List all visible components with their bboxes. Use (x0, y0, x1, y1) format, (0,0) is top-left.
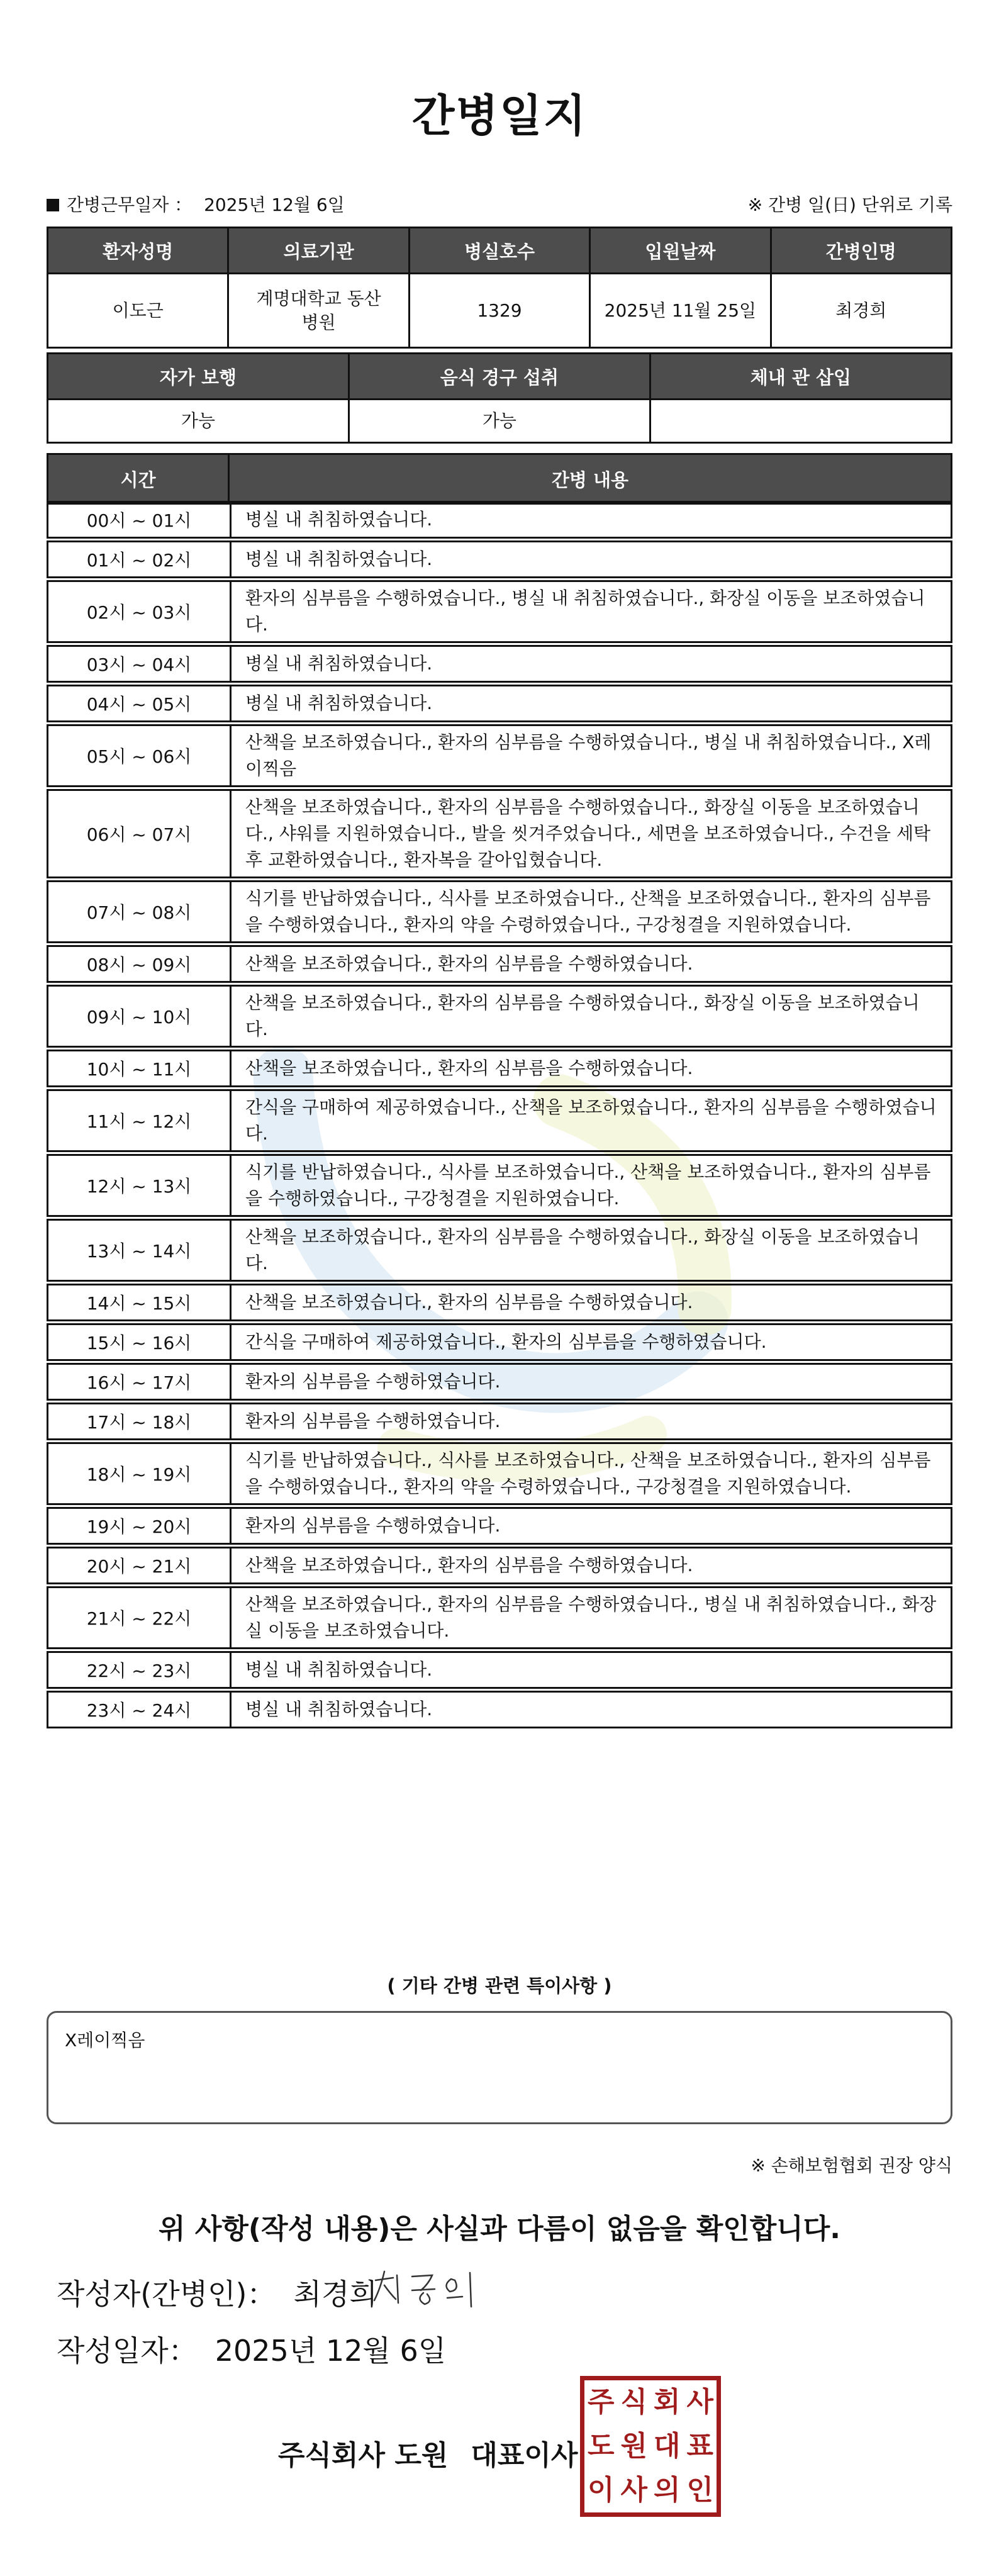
log-time: 13시 ~ 14시 (48, 1221, 232, 1280)
special-notes-box (47, 2011, 952, 2124)
walking-status: 가능 (48, 400, 349, 443)
log-time: 02시 ~ 03시 (48, 582, 232, 641)
seal-glyph: 사 (620, 2474, 647, 2506)
log-time: 07시 ~ 08시 (48, 882, 232, 941)
confirm-statement: 위 사항(작성 내용)은 사실과 다름이 없음을 확인합니다. (159, 2213, 840, 2245)
log-row (47, 1651, 952, 1689)
log-time: 08시 ~ 09시 (48, 947, 232, 981)
header-content: 간병 내용 (229, 454, 952, 504)
log-row (47, 1219, 952, 1282)
tube-status (650, 400, 951, 443)
log-row (47, 645, 952, 683)
work-date (47, 191, 345, 216)
log-content: 산책을 보조하였습니다., 환자의 심부름을 수행하였습니다. (245, 953, 693, 974)
writer-name: 최경희 (293, 2277, 377, 2311)
log-time: 22시 ~ 23시 (48, 1653, 232, 1687)
hospital: 계명대학교 동산병원 (228, 274, 409, 348)
log-time: 05시 ~ 06시 (48, 726, 232, 785)
patient-info-table (47, 227, 952, 349)
log-time: 21시 ~ 22시 (48, 1588, 232, 1647)
recommend-note: ※ 손해보험협회 권장 양식 (751, 2155, 952, 2176)
seal-glyph: 의 (653, 2474, 681, 2506)
patient-status-table (47, 352, 952, 444)
seal-glyph: 이 (587, 2474, 615, 2506)
company-name: 주식회사 도원 (278, 2439, 449, 2472)
log-content: 병실 내 취침하였습니다. (245, 549, 433, 569)
log-content: 환자의 심부름을 수행하였습니다. (245, 1411, 501, 1431)
header-tube: 체내 관 삽입 (650, 354, 951, 400)
log-time: 16시 ~ 17시 (48, 1365, 232, 1399)
record-note: ※ 간병 일(日) 단위로 기록 (747, 194, 952, 215)
log-time: 15시 ~ 16시 (48, 1325, 232, 1359)
log-content: 식기를 반납하였습니다., 식사를 보조하였습니다., 산책을 보조하였습니다., 환자의 심부름을 수행하였습니다., 환자의 약을 수령하였습니다., 구강청결을 지원하였습니다. (245, 888, 931, 935)
log-time: 09시 ~ 10시 (48, 987, 232, 1046)
log-content: 산책을 보조하였습니다., 환자의 심부름을 수행하였습니다. (245, 1058, 693, 1078)
header-room: 병실호수 (409, 228, 589, 274)
log-content: 산책을 보조하였습니다., 환자의 심부름을 수행하였습니다., 병실 내 취침하였습니다., X레이찍음 (245, 732, 932, 779)
writer-label: 작성자(간병인)： (57, 2277, 276, 2311)
log-time: 12시 ~ 13시 (48, 1156, 232, 1215)
special-notes-title: ( 기타 간병 관련 특이사항 ) (387, 1975, 612, 1996)
log-content: 산책을 보조하였습니다., 환자의 심부름을 수행하였습니다., 화장실 이동을 보조하였습니다., 샤워를 지원하였습니다., 발을 씻겨주었습니다., 세면을 보조하였습니다., 수건을 세탁 후 교환하였습니다., 환자복을 갈아입혔습니다. (245, 797, 931, 870)
log-content: 병실 내 취침하였습니다. (245, 1699, 433, 1720)
header-walking: 자가 보행 (48, 354, 349, 400)
log-content: 식기를 반납하였습니다., 식사를 보조하였습니다., 산책을 보조하였습니다., 환자의 심부름을 수행하였습니다., 환자의 약을 수령하였습니다., 구강청결을 지원하였습니다. (245, 1450, 931, 1497)
log-time: 06시 ~ 07시 (48, 791, 232, 876)
meta-row (47, 191, 952, 216)
company-seal (580, 2376, 721, 2517)
care-log (47, 501, 952, 1730)
seal-glyph: 표 (686, 2430, 713, 2462)
seal-glyph: 식 (620, 2386, 647, 2418)
oral-intake-status: 가능 (349, 400, 650, 443)
header-oral-intake: 음식 경구 섭취 (349, 354, 650, 400)
log-content: 환자의 심부름을 수행하였습니다., 병실 내 취침하였습니다., 화장실 이동을 보조하였습니다. (245, 588, 925, 635)
log-time: 11시 ~ 12시 (48, 1091, 232, 1150)
log-header (47, 453, 952, 505)
writer (57, 2271, 377, 2313)
log-time: 00시 ~ 01시 (48, 503, 232, 537)
log-row (47, 685, 952, 722)
admission-date: 2025년 11월 25일 (590, 274, 771, 348)
write-date (57, 2328, 446, 2370)
log-content: 산책을 보조하였습니다., 환자의 심부름을 수행하였습니다. (245, 1555, 693, 1576)
seal-glyph: 도 (587, 2430, 615, 2462)
log-content: 식기를 반납하였습니다., 식사를 보조하였습니다., 산책을 보조하였습니다., 환자의 심부름을 수행하였습니다., 구강청결을 지원하였습니다. (245, 1162, 931, 1209)
log-row (47, 880, 952, 943)
log-row (47, 1050, 952, 1087)
log-row (47, 1323, 952, 1361)
header-time: 시간 (48, 454, 229, 504)
log-row (47, 540, 952, 578)
log-row (47, 985, 952, 1048)
seal-glyph: 원 (620, 2430, 647, 2462)
log-time: 23시 ~ 24시 (48, 1693, 232, 1727)
log-row (47, 1691, 952, 1728)
header-patient-name: 환자성명 (48, 228, 228, 274)
log-row (47, 1363, 952, 1401)
log-row (47, 501, 952, 539)
seal-glyph: 주 (587, 2386, 615, 2418)
handwritten-signature (368, 2263, 494, 2313)
square-bullet-icon (47, 199, 59, 211)
document-title: 간병일지 (411, 90, 588, 142)
log-content: 산책을 보조하였습니다., 환자의 심부름을 수행하였습니다., 병실 내 취침하였습니다., 화장실 이동을 보조하였습니다. (245, 1594, 937, 1641)
header-admission-date: 입원날짜 (590, 228, 771, 274)
log-time: 18시 ~ 19시 (48, 1444, 232, 1503)
log-row (47, 1442, 952, 1505)
log-content: 병실 내 취침하였습니다. (245, 693, 433, 714)
log-content: 병실 내 취침하였습니다. (245, 1659, 433, 1680)
log-content: 병실 내 취침하였습니다. (245, 509, 433, 530)
log-time: 14시 ~ 15시 (48, 1285, 232, 1319)
header-caregiver: 간병인명 (771, 228, 951, 274)
log-time: 20시 ~ 21시 (48, 1548, 232, 1582)
write-date-value: 2025년 12월 6일 (215, 2334, 447, 2368)
log-time: 10시 ~ 11시 (48, 1051, 232, 1085)
log-content: 환자의 심부름을 수행하였습니다. (245, 1371, 501, 1392)
seal-glyph: 사 (686, 2386, 713, 2418)
log-row (47, 789, 952, 878)
log-time: 17시 ~ 18시 (48, 1404, 232, 1438)
log-row (47, 1284, 952, 1321)
seal-glyph: 대 (653, 2430, 681, 2462)
log-row (47, 1403, 952, 1440)
work-date-label: 간병근무일자 ： (67, 194, 193, 215)
log-content: 병실 내 취침하였습니다. (245, 653, 433, 674)
log-content: 환자의 심부름을 수행하였습니다. (245, 1515, 501, 1536)
company-signature-line (278, 2433, 578, 2473)
log-content: 산책을 보조하였습니다., 환자의 심부름을 수행하였습니다., 화장실 이동을 보조하였습니다. (245, 1226, 920, 1274)
log-row (47, 945, 952, 983)
log-content: 산책을 보조하였습니다., 환자의 심부름을 수행하였습니다. (245, 1292, 693, 1313)
seal-glyph: 인 (686, 2474, 713, 2506)
log-time: 03시 ~ 04시 (48, 647, 232, 681)
log-row (47, 724, 952, 787)
log-row (47, 1586, 952, 1649)
log-row (47, 1547, 952, 1584)
log-content: 간식을 구매하여 제공하였습니다., 환자의 심부름을 수행하였습니다. (245, 1331, 767, 1352)
work-date-value: 2025년 12월 6일 (204, 194, 345, 215)
header-hospital: 의료기관 (228, 228, 409, 274)
patient-name: 이도근 (48, 274, 228, 348)
caregiver-name: 최경희 (771, 274, 951, 348)
log-content: 간식을 구매하여 제공하였습니다., 산책을 보조하였습니다., 환자의 심부름을 수행하였습니다. (245, 1097, 937, 1144)
log-row (47, 580, 952, 643)
log-time: 19시 ~ 20시 (48, 1509, 232, 1543)
write-date-label: 작성일자： (57, 2334, 198, 2368)
log-content: 산책을 보조하였습니다., 환자의 심부름을 수행하였습니다., 화장실 이동을 보조하였습니다. (245, 992, 920, 1039)
seal-glyph: 회 (653, 2386, 681, 2418)
log-time: 04시 ~ 05시 (48, 686, 232, 720)
log-row (47, 1507, 952, 1545)
log-row (47, 1154, 952, 1217)
company-representative: 대표이사 (471, 2439, 578, 2472)
special-notes-content: X레이찍음 (65, 2030, 145, 2051)
log-row (47, 1089, 952, 1152)
log-time: 01시 ~ 02시 (48, 542, 232, 576)
room-number: 1329 (409, 274, 589, 348)
